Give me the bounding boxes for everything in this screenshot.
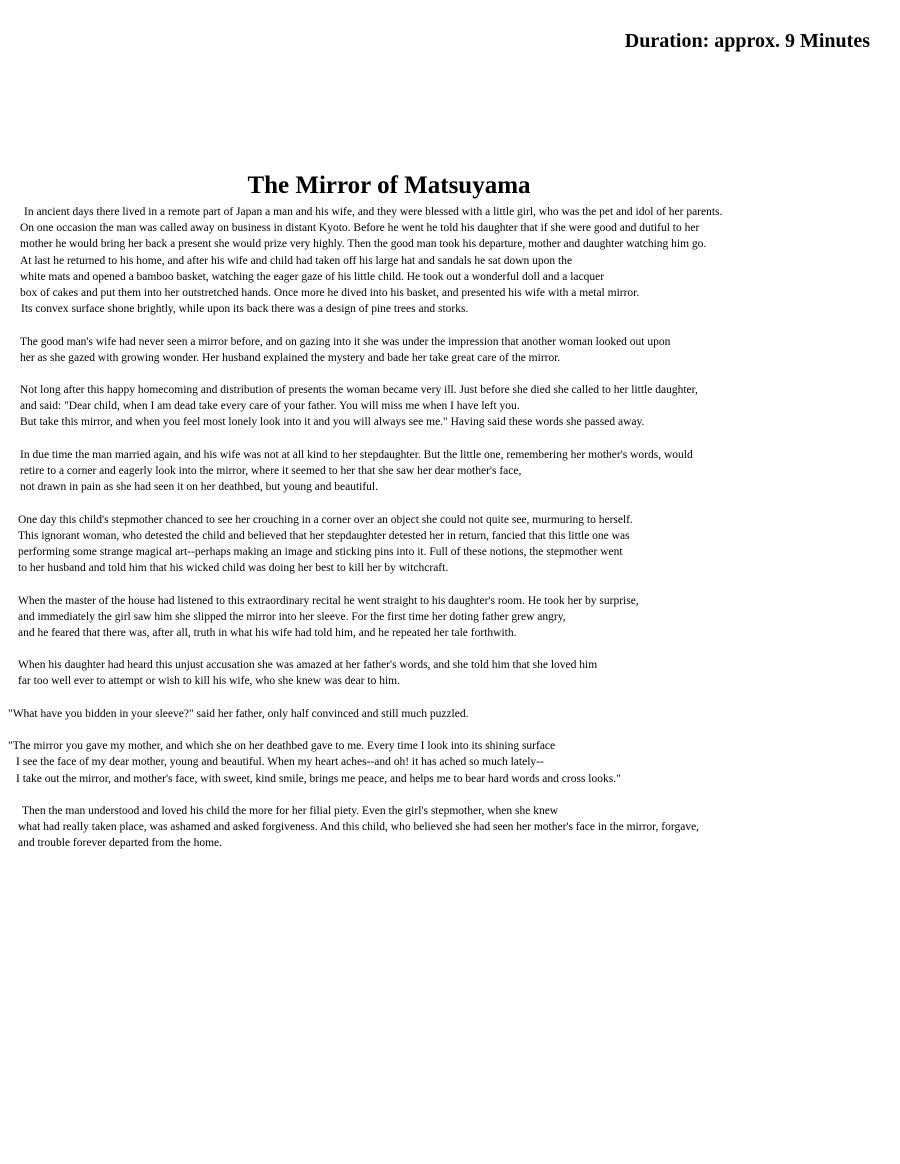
paragraph-8	[10, 706, 890, 722]
text-line: what had really taken place, was ashamed and asked forgiveness. And this child, who believed she had seen her mother's face in the mirror, forgave,	[18, 821, 700, 834]
text-line: not drawn in pain as she had seen it on her deathbed, but young and beautiful.	[20, 481, 379, 494]
text-line: I see the face of my dear mother, young and beautiful. When my heart aches--and oh! it has ached so much lately--	[16, 756, 544, 769]
text-line: her as she gazed with growing wonder. Her husband explained the mystery and bade her take great care of the mirror.	[20, 351, 561, 364]
text-line: In due time the man married again, and his wife was not at all kind to her stepdaughter. But the little one, remembering her mother's words, would	[20, 448, 693, 461]
paragraph-4	[10, 447, 890, 496]
paragraph-6	[10, 593, 890, 642]
story-body	[10, 204, 890, 868]
text-line: to her husband and told him that his wicked child was doing her best to kill her by witchcraft.	[18, 562, 449, 575]
text-line: Its convex surface shone brightly, while upon its back there was a design of pine trees and storks.	[21, 303, 469, 316]
paragraph-3	[10, 382, 890, 431]
text-line: and trouble forever departed from the home.	[18, 837, 223, 850]
text-line: When the master of the house had listened to this extraordinary recital he went straight to his daughter's room. He took her by surprise,	[18, 594, 639, 607]
text-line: When his daughter had heard this unjust accusation she was amazed at her father's words, and she told him that she loved him	[18, 659, 598, 672]
text-line: At last he returned to his home, and after his wife and child had taken off his large hat and sandals he sat down upon the	[20, 254, 573, 267]
paragraph-10	[10, 803, 890, 852]
text-line: "The mirror you gave my mother, and which she on her deathbed gave to me. Every time I look into its shining surface	[8, 740, 556, 753]
paragraph-7	[10, 657, 890, 689]
text-line: and said: "Dear child, when I am dead take every care of your father. You will miss me when I have left you.	[20, 400, 520, 413]
text-line: On one occasion the man was called away on business in distant Kyoto. Before he went he told his daughter that if she were good and dutiful to her	[20, 222, 700, 235]
text-line: box of cakes and put them into her outstretched hands. Once more he dived into his basket, and presented his wife with a metal mirror.	[20, 286, 640, 299]
text-line: But take this mirror, and when you feel most lonely look into it and you will always see me." Having said these words she passed away.	[20, 416, 645, 429]
text-line: One day this child's stepmother chanced to see her crouching in a corner over an object she could not quite see, murmuring to herself.	[18, 513, 633, 526]
text-line: mother he would bring her back a present she would prize very highly. Then the good man took his departure, mother and daughter watching him go.	[20, 238, 707, 251]
paragraph-9	[10, 738, 890, 787]
paragraph-1	[10, 204, 890, 317]
text-line: performing some strange magical art--perhaps making an image and sticking pins into it. Full of these notions, the stepmother went	[18, 545, 623, 558]
duration-label: Duration: approx. 9 Minutes	[624, 30, 870, 52]
text-line: This ignorant woman, who detested the child and believed that her stepdaughter detested her in return, fancied that this little one was	[18, 529, 630, 542]
paragraph-5	[10, 512, 890, 577]
text-line: Then the man understood and loved his child the more for her filial piety. Even the girl's stepmother, when she knew	[22, 804, 559, 817]
story-title: The Mirror of Matsuyama	[247, 172, 531, 199]
text-line: Not long after this happy homecoming and distribution of presents the woman became very ill. Just before she died she called to her little daughter,	[20, 384, 698, 397]
text-line: white mats and opened a bamboo basket, watching the eager gaze of his little child. He took out a wonderful doll and a lacquer	[20, 270, 605, 283]
text-line: "What have you bidden in your sleeve?" said her father, only half convinced and still much puzzled.	[8, 707, 469, 720]
text-line: and he feared that there was, after all, truth in what his wife had told him, and he repeated her tale forthwith.	[18, 626, 517, 639]
paragraph-2	[10, 334, 890, 366]
text-line: The good man's wife had never seen a mirror before, and on gazing into it she was under the impression that another woman looked out upon	[20, 335, 671, 348]
text-line: and immediately the girl saw him she slipped the mirror into her sleeve. For the first time her doting father grew angry,	[18, 610, 566, 623]
text-line: retire to a corner and eagerly look into the mirror, where it seemed to her that she saw her dear mother's face,	[20, 465, 522, 477]
text-line: far too well ever to attempt or wish to kill his wife, who she knew was dear to him.	[18, 675, 400, 688]
text-line: In ancient days there lived in a remote part of Japan a man and his wife, and they were blessed with a little girl, who was the pet and idol of her parents.	[24, 206, 723, 218]
text-line: I take out the mirror, and mother's face, with sweet, kind smile, brings me peace, and helps me to bear hard words and cross looks."	[16, 772, 621, 785]
